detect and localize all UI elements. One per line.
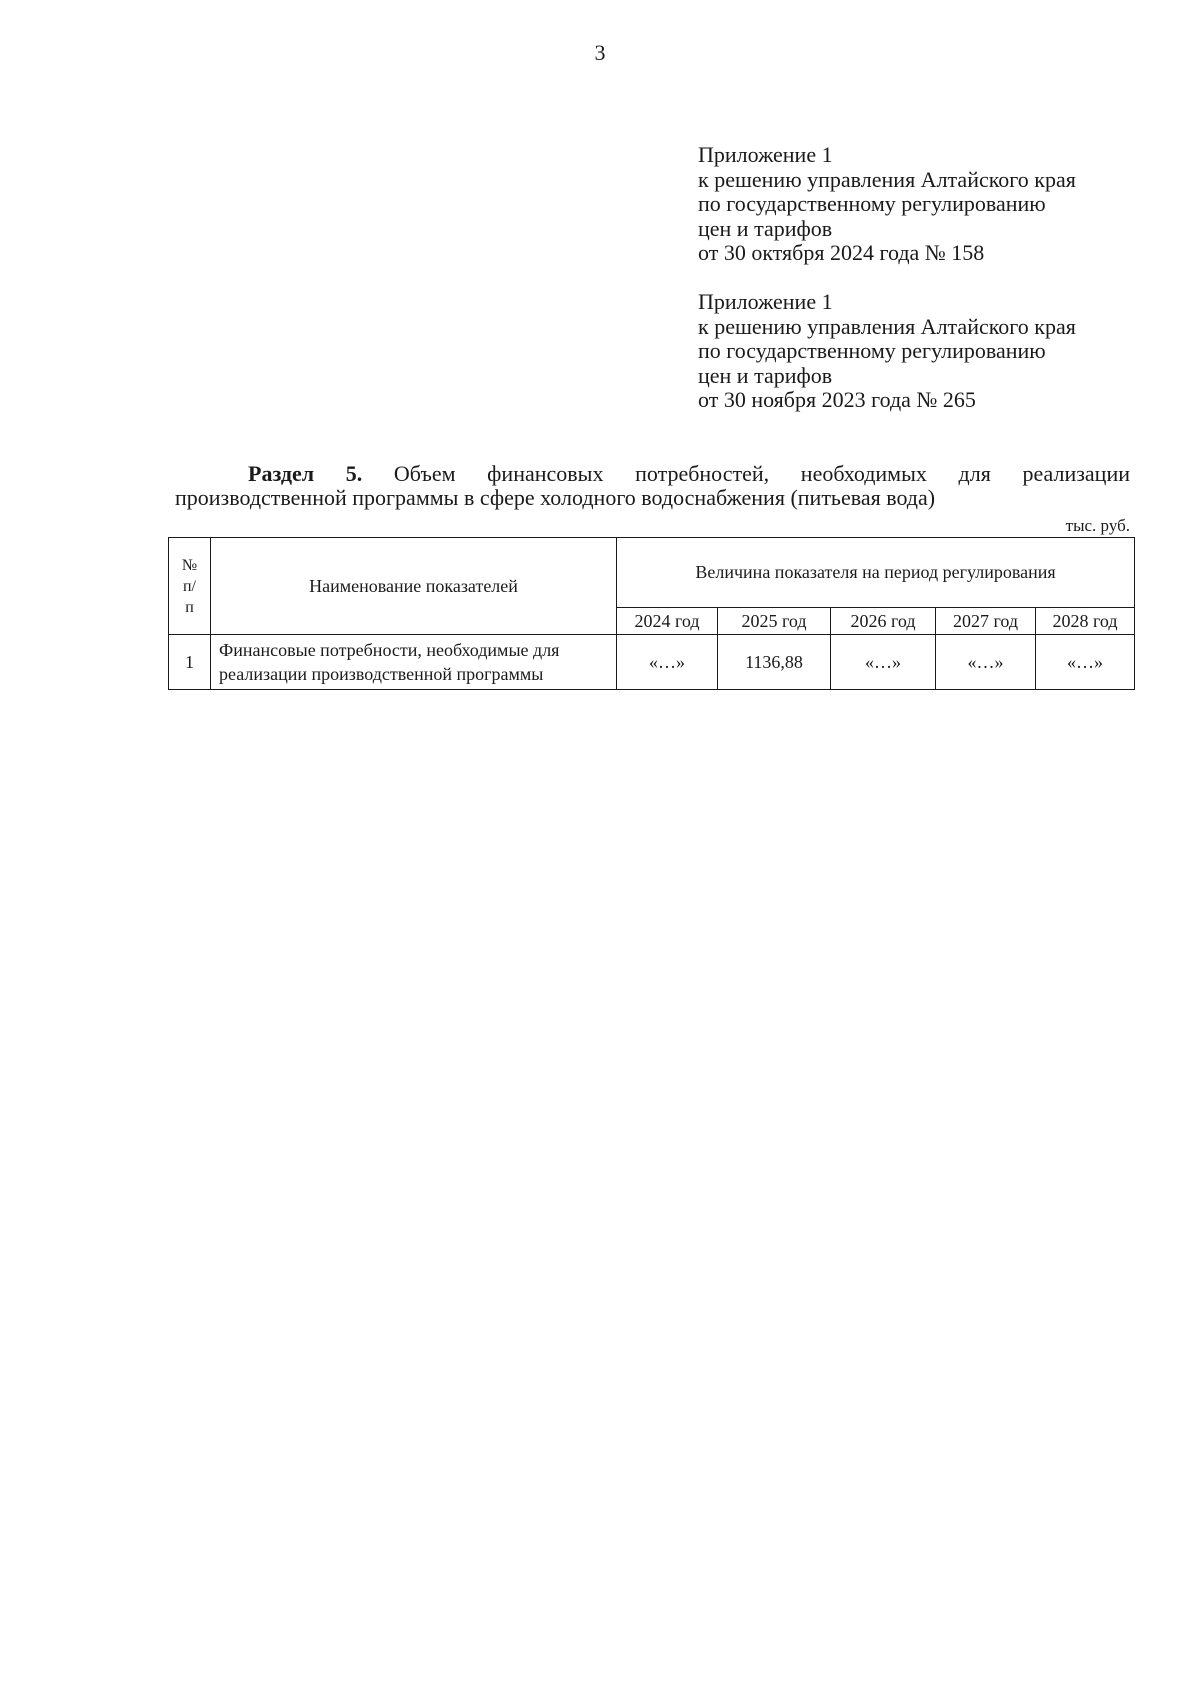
section-title-line1: [175, 462, 1130, 486]
header-year: 2027 год: [936, 608, 1036, 635]
appendix-current: [698, 143, 1158, 266]
section-title: [175, 462, 1130, 510]
appendix-current-line: от 30 октября 2024 года № 158: [698, 240, 985, 265]
header-year: 2024 год: [617, 608, 718, 635]
header-number-line: п/: [182, 577, 196, 595]
header-year: 2026 год: [831, 608, 936, 635]
financial-needs-table: [168, 537, 1135, 690]
row-number: 1: [169, 635, 211, 690]
page-number: 3: [594, 40, 606, 65]
row-value: «…»: [1036, 635, 1135, 690]
table-header-row: [169, 538, 1135, 608]
row-value: «…»: [831, 635, 936, 690]
section-title-text: Объем финансовых потребностей, необходимых для реализации: [393, 461, 1130, 486]
units-label: тыс. руб.: [1065, 516, 1130, 535]
header-year: 2025 год: [718, 608, 831, 635]
header-number: [169, 538, 211, 635]
header-period: Величина показателя на период регулирования: [617, 538, 1135, 608]
row-value: «…»: [617, 635, 718, 690]
appendix-current-line: Приложение 1: [698, 142, 833, 167]
appendix-previous-line: к решению управления Алтайского края: [698, 313, 1076, 339]
appendix-current-line: цен и тарифов: [698, 215, 833, 241]
appendix-current-line: к решению управления Алтайского края: [698, 166, 1076, 192]
row-value: «…»: [936, 635, 1036, 690]
header-year: 2028 год: [1036, 608, 1135, 635]
appendix-previous-line: цен и тарифов: [698, 362, 833, 388]
header-number-line: №: [181, 556, 198, 574]
section-title-line2: производственной программы в сфере холодного водоснабжения (питьевая вода): [175, 485, 936, 510]
appendix-previous-line: по государственному регулированию: [698, 338, 1046, 363]
section-label: Раздел 5.: [248, 461, 363, 486]
header-indicator-name: Наименование показателей: [211, 538, 617, 635]
table-row: [169, 635, 1135, 690]
appendix-previous-line: Приложение 1: [698, 289, 833, 314]
row-indicator-name: Финансовые потребности, необходимые для реализации производственной программы: [211, 635, 617, 690]
header-number-line: п: [185, 598, 194, 616]
appendix-previous-line: от 30 ноября 2023 года № 265: [698, 387, 976, 412]
appendix-previous: [698, 290, 1158, 413]
appendix-current-line: по государственному регулированию: [698, 191, 1046, 216]
row-value: 1136,88: [718, 635, 831, 690]
